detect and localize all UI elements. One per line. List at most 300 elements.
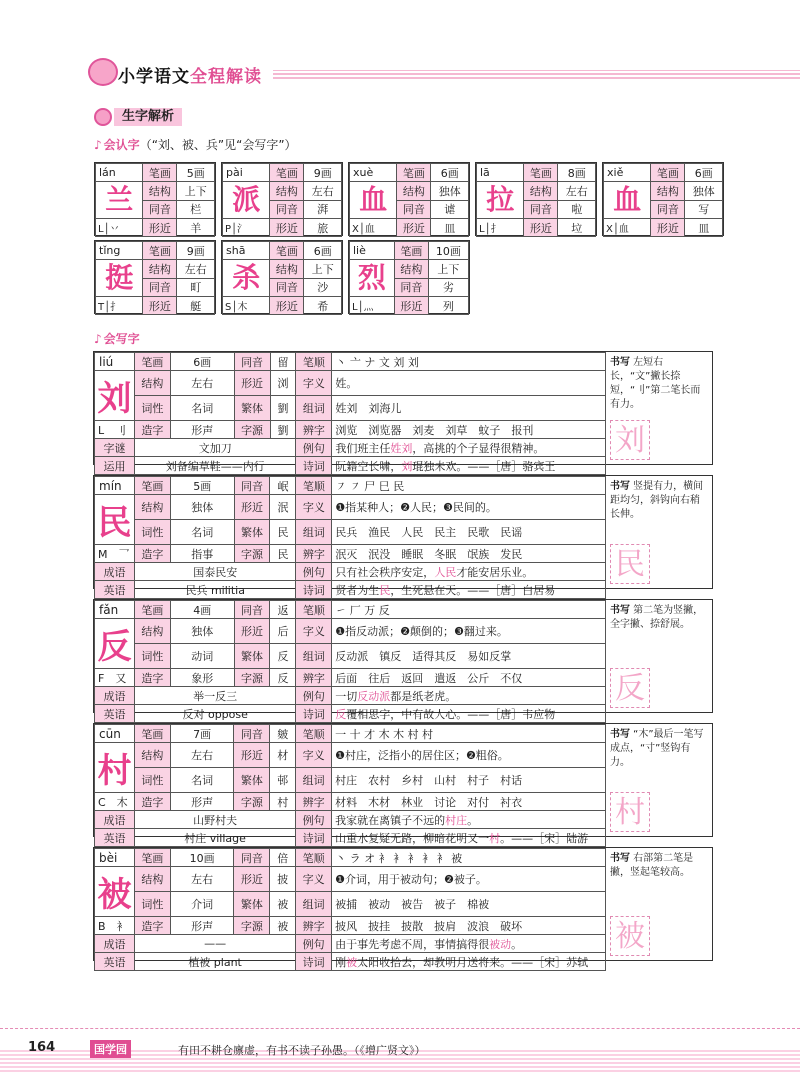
index-radical: L│扌 xyxy=(477,219,524,237)
label-example: 例句 xyxy=(296,439,332,457)
label-words: 组词 xyxy=(296,768,332,793)
structure: 独体 xyxy=(431,182,469,201)
word-examples: 民兵 渔民 人民 民主 民歌 民谣 xyxy=(332,520,606,545)
similar-char: 泯 xyxy=(270,495,296,520)
label-order: 笔顺 xyxy=(296,725,332,743)
book-title: 小学语文全程解读 xyxy=(118,67,262,87)
label-poem: 诗词 xyxy=(296,953,332,971)
character: 派 xyxy=(223,182,270,219)
label-make: 造字 xyxy=(134,793,170,811)
part-of-speech: 名词 xyxy=(170,520,234,545)
row4-value: 国泰民安 xyxy=(134,563,295,581)
stroke-count: 10画 xyxy=(170,849,234,867)
distinguish: 材料 木材 林业 讨论 对付 衬衣 xyxy=(332,793,606,811)
similar-char: 皿 xyxy=(685,219,723,237)
similar-char: 艇 xyxy=(177,297,215,315)
row5-value: 反对 oppose xyxy=(134,705,295,723)
character: 刘 xyxy=(95,371,135,421)
pinyin: lán xyxy=(96,164,143,182)
similar-char: 羊 xyxy=(177,219,215,237)
page-footer xyxy=(0,1028,800,1091)
homophone: 岷 xyxy=(270,477,296,495)
label-homophone: 同音 xyxy=(234,849,270,867)
distinguish: 披风 披挂 披散 披肩 波浪 破坏 xyxy=(332,917,606,935)
label-words: 组词 xyxy=(296,644,332,669)
homophone: 栏 xyxy=(177,200,215,219)
label-origin: 字源 xyxy=(234,669,270,687)
homophone: 皴 xyxy=(270,725,296,743)
write-block xyxy=(93,847,713,969)
similar-char: 材 xyxy=(270,743,296,768)
label-struct: 结构 xyxy=(134,619,170,644)
example-sentence: 一切反动派都是纸老虎。 xyxy=(332,687,606,705)
label-homophone: 同音 xyxy=(234,601,270,619)
index-radical: C 木 xyxy=(95,793,135,811)
write-subheading: ♪ 会写字 xyxy=(94,332,140,346)
label-make: 造字 xyxy=(134,669,170,687)
label-words: 组词 xyxy=(296,892,332,917)
similar-char: 旅 xyxy=(304,219,342,237)
structure: 左右 xyxy=(558,182,596,201)
similar-char: 皿 xyxy=(431,219,469,237)
label-struct: 结构 xyxy=(143,182,177,201)
structure: 左右 xyxy=(304,182,342,201)
origin: 民 xyxy=(270,545,296,563)
label-homophone: 同音 xyxy=(270,278,304,297)
character: 拉 xyxy=(477,182,524,219)
row5-value: 刘备编草鞋——内行 xyxy=(134,457,296,475)
character: 挺 xyxy=(96,260,143,297)
label-pos: 词性 xyxy=(134,520,170,545)
homophone: 返 xyxy=(270,601,296,619)
pinyin: fǎn xyxy=(95,601,135,619)
read-card xyxy=(94,240,216,314)
label-origin: 字源 xyxy=(234,421,270,439)
example-sentence: 我家就在离镇子不远的村庄。 xyxy=(332,811,606,829)
structure: 左右 xyxy=(170,867,234,892)
stroke-count: 9画 xyxy=(177,242,215,260)
label-strokes: 笔画 xyxy=(134,601,170,619)
label-distinguish: 辨字 xyxy=(296,545,332,563)
row5-value: 村庄 village xyxy=(134,829,295,847)
poem-line: 刚被太阳收拾去，却教明月送将来。——［宋］苏轼 xyxy=(332,953,606,971)
example-sentence: 只有社会秩序安定，人民才能安居乐业。 xyxy=(332,563,606,581)
traditional: 劉 xyxy=(270,396,296,421)
stroke-count: 8画 xyxy=(558,164,596,182)
read-card xyxy=(475,162,597,236)
label-words: 组词 xyxy=(296,396,332,421)
origin: 反 xyxy=(270,669,296,687)
practice-grid: 被 xyxy=(610,916,650,956)
pinyin: lā xyxy=(477,164,524,182)
label-similar: 形近 xyxy=(234,371,270,396)
label-distinguish: 辨字 xyxy=(296,793,332,811)
label-pos: 词性 xyxy=(134,768,170,793)
poem-line: 山重水复疑无路，柳暗花明又一村。——［宋］陆游 xyxy=(332,829,606,847)
label-similar: 形近 xyxy=(234,619,270,644)
similar-char: 后 xyxy=(270,619,296,644)
label-trad: 繁体 xyxy=(234,892,270,917)
read-subheading: ♪ 会认字（“刘、被、兵”见“会写字”） xyxy=(94,138,297,152)
row5-label: 英语 xyxy=(95,829,135,847)
writing-tip: 书写 “木”最后一笔写成点，“寸”竖钩有力。 村 xyxy=(610,729,704,830)
similar-char: 浏 xyxy=(270,371,296,396)
label-similar: 形近 xyxy=(234,867,270,892)
index-radical: X│血 xyxy=(604,219,651,237)
label-poem: 诗词 xyxy=(296,829,332,847)
poem-line: 贤者为生民，生死悬在天。——［唐］白居易 xyxy=(332,581,606,599)
character: 兰 xyxy=(96,182,143,219)
character: 烈 xyxy=(350,260,395,297)
label-similar: 形近 xyxy=(394,297,428,315)
flower-icon xyxy=(94,108,112,126)
stroke-count: 6画 xyxy=(431,164,469,182)
label-poem: 诗词 xyxy=(296,457,332,475)
homophone: 啦 xyxy=(558,200,596,219)
writing-tip: 书写 第二笔为竖撇，全字撇、捺舒展。 反 xyxy=(610,605,704,706)
index-radical: L│灬 xyxy=(350,297,395,315)
label-strokes: 笔画 xyxy=(134,849,170,867)
label-strokes: 笔画 xyxy=(134,725,170,743)
read-card xyxy=(221,240,343,314)
label-meaning: 字义 xyxy=(296,371,332,396)
index-radical: L│丷 xyxy=(96,219,143,237)
row5-label: 运用 xyxy=(95,457,135,475)
label-strokes: 笔画 xyxy=(524,164,558,182)
formation: 形声 xyxy=(170,793,234,811)
poem-line: 阮籍空长啸，刘琨独未欢。——［唐］骆宾王 xyxy=(332,457,606,475)
label-strokes: 笔画 xyxy=(397,164,431,182)
pinyin: mín xyxy=(95,477,135,495)
structure: 左右 xyxy=(170,371,234,396)
stroke-order: 丶 ラ オ 衤 衤 衤 衤 衤 被 xyxy=(332,849,606,867)
row5-value: 植被 plant xyxy=(134,953,295,971)
index-radical: F 又 xyxy=(95,669,135,687)
label-example: 例句 xyxy=(296,811,332,829)
write-block xyxy=(93,599,713,721)
structure: 左右 xyxy=(177,260,215,279)
label-homophone: 同音 xyxy=(394,278,428,297)
write-block xyxy=(93,723,713,845)
practice-grid: 民 xyxy=(610,544,650,584)
label-homophone: 同音 xyxy=(234,353,270,371)
pinyin: xiě xyxy=(604,164,651,182)
formation: 形声 xyxy=(170,917,234,935)
read-card xyxy=(348,240,470,314)
structure: 上下 xyxy=(177,182,215,201)
label-make: 造字 xyxy=(134,917,170,935)
row5-label: 英语 xyxy=(95,953,135,971)
origin: 村 xyxy=(270,793,296,811)
label-make: 造字 xyxy=(134,545,170,563)
meaning: ❶介词，用于被动句；❷被子。 xyxy=(332,867,606,892)
traditional: 民 xyxy=(270,520,296,545)
label-poem: 诗词 xyxy=(296,705,332,723)
distinguish: 泯灭 泯没 睡眠 冬眠 氓族 发民 xyxy=(332,545,606,563)
similar-char: 希 xyxy=(304,297,342,315)
footer-tag: 国学园 xyxy=(90,1040,131,1058)
write-block xyxy=(93,351,713,473)
stroke-count: 6画 xyxy=(304,242,342,260)
label-similar: 形近 xyxy=(524,219,558,237)
label-similar: 形近 xyxy=(397,219,431,237)
similar-char: 列 xyxy=(428,297,468,315)
practice-grid: 村 xyxy=(610,792,650,832)
part-of-speech: 名词 xyxy=(170,396,234,421)
label-meaning: 字义 xyxy=(296,743,332,768)
label-struct: 结构 xyxy=(134,495,170,520)
similar-char: 披 xyxy=(270,867,296,892)
formation: 象形 xyxy=(170,669,234,687)
label-strokes: 笔画 xyxy=(143,242,177,260)
meaning: ❶指某种人；❷人民；❸民间的。 xyxy=(332,495,606,520)
label-struct: 结构 xyxy=(524,182,558,201)
stroke-order: ㇀ 厂 万 反 xyxy=(332,601,606,619)
row4-value: 举一反三 xyxy=(134,687,295,705)
row5-value: 民兵 militia xyxy=(134,581,295,599)
label-trad: 繁体 xyxy=(234,644,270,669)
label-struct: 结构 xyxy=(134,867,170,892)
label-pos: 词性 xyxy=(134,892,170,917)
label-homophone: 同音 xyxy=(234,477,270,495)
pinyin: cūn xyxy=(95,725,135,743)
word-examples: 村庄 农村 乡村 山村 村子 村话 xyxy=(332,768,606,793)
header-stripes xyxy=(273,70,800,79)
mascot-icon xyxy=(88,58,118,86)
row4-label: 成语 xyxy=(95,811,135,829)
homophone: 湃 xyxy=(304,200,342,219)
origin: 被 xyxy=(270,917,296,935)
row4-label: 成语 xyxy=(95,935,135,953)
label-strokes: 笔画 xyxy=(143,164,177,182)
stroke-count: 4画 xyxy=(170,601,234,619)
character: 血 xyxy=(604,182,651,219)
homophone: 沙 xyxy=(304,278,342,297)
label-struct: 结构 xyxy=(651,182,685,201)
traditional: 反 xyxy=(270,644,296,669)
label-distinguish: 辨字 xyxy=(296,669,332,687)
part-of-speech: 动词 xyxy=(170,644,234,669)
meaning: ❶村庄，泛指小的居住区；❷粗俗。 xyxy=(332,743,606,768)
label-meaning: 字义 xyxy=(296,619,332,644)
stroke-count: 10画 xyxy=(428,242,468,260)
label-origin: 字源 xyxy=(234,917,270,935)
label-origin: 字源 xyxy=(234,793,270,811)
homophone: 写 xyxy=(685,200,723,219)
pinyin: pài xyxy=(223,164,270,182)
index-radical: T│扌 xyxy=(96,297,143,315)
label-poem: 诗词 xyxy=(296,581,332,599)
row4-label: 成语 xyxy=(95,563,135,581)
label-trad: 繁体 xyxy=(234,768,270,793)
label-distinguish: 辨字 xyxy=(296,421,332,439)
label-struct: 结构 xyxy=(270,182,304,201)
part-of-speech: 介词 xyxy=(170,892,234,917)
traditional: 被 xyxy=(270,892,296,917)
row4-label: 成语 xyxy=(95,687,135,705)
row5-label: 英语 xyxy=(95,705,135,723)
character: 村 xyxy=(95,743,135,793)
part-of-speech: 名词 xyxy=(170,768,234,793)
example-sentence: 由于事先考虑不周，事情搞得很被动。 xyxy=(332,935,606,953)
writing-tip: 书写 竖提有力，横间距均匀，斜钩向右稍长伸。 民 xyxy=(610,481,704,582)
index-radical: L 刂 xyxy=(95,421,135,439)
index-radical: X│血 xyxy=(350,219,397,237)
label-similar: 形近 xyxy=(234,495,270,520)
structure: 独体 xyxy=(685,182,723,201)
label-words: 组词 xyxy=(296,520,332,545)
label-homophone: 同音 xyxy=(397,200,431,219)
stroke-count: 5画 xyxy=(177,164,215,182)
label-struct: 结构 xyxy=(134,371,170,396)
footer-divider xyxy=(0,1028,800,1029)
stroke-count: 9画 xyxy=(304,164,342,182)
row4-value: —— xyxy=(134,935,295,953)
label-make: 造字 xyxy=(134,421,170,439)
label-order: 笔顺 xyxy=(296,601,332,619)
row4-value: 山野村夫 xyxy=(134,811,295,829)
structure: 上下 xyxy=(304,260,342,279)
label-meaning: 字义 xyxy=(296,495,332,520)
homophone: 留 xyxy=(270,353,296,371)
traditional: 邨 xyxy=(270,768,296,793)
label-strokes: 笔画 xyxy=(134,477,170,495)
label-trad: 繁体 xyxy=(234,520,270,545)
label-meaning: 字义 xyxy=(296,867,332,892)
index-radical: B 衤 xyxy=(95,917,135,935)
label-pos: 词性 xyxy=(134,644,170,669)
similar-char: 垃 xyxy=(558,219,596,237)
row4-label: 字谜 xyxy=(95,439,135,457)
page-number: 164 xyxy=(28,1040,56,1055)
read-card xyxy=(221,162,343,236)
structure: 左右 xyxy=(170,743,234,768)
label-order: 笔顺 xyxy=(296,353,332,371)
label-struct: 结构 xyxy=(397,182,431,201)
character: 被 xyxy=(95,867,135,917)
label-strokes: 笔画 xyxy=(270,164,304,182)
label-struct: 结构 xyxy=(394,260,428,279)
label-distinguish: 辨字 xyxy=(296,917,332,935)
row5-label: 英语 xyxy=(95,581,135,599)
label-origin: 字源 xyxy=(234,545,270,563)
formation: 形声 xyxy=(170,421,234,439)
label-similar: 形近 xyxy=(270,297,304,315)
example-sentence: 我们班主任姓刘，高挑的个子显得很精神。 xyxy=(332,439,606,457)
pinyin: liè xyxy=(350,242,395,260)
structure: 独体 xyxy=(170,619,234,644)
stroke-count: 6画 xyxy=(685,164,723,182)
formation: 指事 xyxy=(170,545,234,563)
pinyin: tǐng xyxy=(96,242,143,260)
meaning: 姓。 xyxy=(332,371,606,396)
index-radical: P│氵 xyxy=(223,219,270,237)
label-order: 笔顺 xyxy=(296,477,332,495)
practice-grid: 反 xyxy=(610,668,650,708)
label-strokes: 笔画 xyxy=(394,242,428,260)
stroke-count: 7画 xyxy=(170,725,234,743)
word-examples: 被捕 被动 被告 被子 棉被 xyxy=(332,892,606,917)
word-examples: 姓刘 刘海儿 xyxy=(332,396,606,421)
pinyin: xuè xyxy=(350,164,397,182)
word-examples: 反动派 镇反 适得其反 易如反掌 xyxy=(332,644,606,669)
label-similar: 形近 xyxy=(143,297,177,315)
label-order: 笔顺 xyxy=(296,849,332,867)
index-radical: M 乛 xyxy=(95,545,135,563)
homophone: 劣 xyxy=(428,278,468,297)
origin: 劉 xyxy=(270,421,296,439)
pinyin: bèi xyxy=(95,849,135,867)
read-card xyxy=(602,162,724,236)
footer-quote: 有田不耕仓廪虚，有书不读子孙愚。（《增广贤文》） xyxy=(178,1044,426,1057)
row4-value: 文加刀 xyxy=(134,439,296,457)
label-homophone: 同音 xyxy=(143,200,177,219)
read-card xyxy=(348,162,470,236)
stroke-order: ㇇ ㇇ 尸 巳 民 xyxy=(332,477,606,495)
label-struct: 结构 xyxy=(143,260,177,279)
stroke-count: 6画 xyxy=(170,353,234,371)
distinguish: 后面 往后 返回 遣返 公斤 不仅 xyxy=(332,669,606,687)
homophone: 谑 xyxy=(431,200,469,219)
read-card xyxy=(94,162,216,236)
character: 反 xyxy=(95,619,135,669)
section-heading: 生字解析 xyxy=(94,108,182,126)
pinyin: shā xyxy=(223,242,270,260)
label-similar: 形近 xyxy=(270,219,304,237)
character: 民 xyxy=(95,495,135,545)
character: 血 xyxy=(350,182,397,219)
label-example: 例句 xyxy=(296,687,332,705)
write-block xyxy=(93,475,713,597)
homophone: 倍 xyxy=(270,849,296,867)
stroke-order: 一 十 才 木 木 村 村 xyxy=(332,725,606,743)
label-trad: 繁体 xyxy=(234,396,270,421)
label-homophone: 同音 xyxy=(651,200,685,219)
homophone: 町 xyxy=(177,278,215,297)
character: 杀 xyxy=(223,260,270,297)
label-homophone: 同音 xyxy=(234,725,270,743)
label-homophone: 同音 xyxy=(143,278,177,297)
label-homophone: 同音 xyxy=(270,200,304,219)
meaning: ❶指反动派；❷颠倒的；❸翻过来。 xyxy=(332,619,606,644)
label-strokes: 笔画 xyxy=(651,164,685,182)
label-similar: 形近 xyxy=(234,743,270,768)
label-strokes: 笔画 xyxy=(134,353,170,371)
stroke-count: 5画 xyxy=(170,477,234,495)
label-example: 例句 xyxy=(296,563,332,581)
label-similar: 形近 xyxy=(143,219,177,237)
index-radical: S│木 xyxy=(223,297,270,315)
writing-tip: 书写 右部第二笔是撇，竖起笔较高。 被 xyxy=(610,853,694,954)
music-note-icon: ♪ xyxy=(94,138,102,152)
writing-tip: 书写 左短右长，“文”撇长捺短，“刂”第二笔长而有力。 刘 xyxy=(610,357,701,458)
structure: 独体 xyxy=(170,495,234,520)
stroke-order: 丶 亠 ナ 文 刘 刘 xyxy=(332,353,606,371)
label-similar: 形近 xyxy=(651,219,685,237)
pinyin: liú xyxy=(95,353,135,371)
poem-line: 反覆相思字，中有故人心。——［唐］韦应物 xyxy=(332,705,606,723)
label-struct: 结构 xyxy=(134,743,170,768)
page-header xyxy=(88,62,800,86)
label-homophone: 同音 xyxy=(524,200,558,219)
practice-grid: 刘 xyxy=(610,420,650,460)
label-struct: 结构 xyxy=(270,260,304,279)
label-strokes: 笔画 xyxy=(270,242,304,260)
label-pos: 词性 xyxy=(134,396,170,421)
music-note-icon: ♪ xyxy=(94,332,102,346)
structure: 上下 xyxy=(428,260,468,279)
distinguish: 浏览 浏览器 刘麦 刘草 蚊子 报刊 xyxy=(332,421,606,439)
